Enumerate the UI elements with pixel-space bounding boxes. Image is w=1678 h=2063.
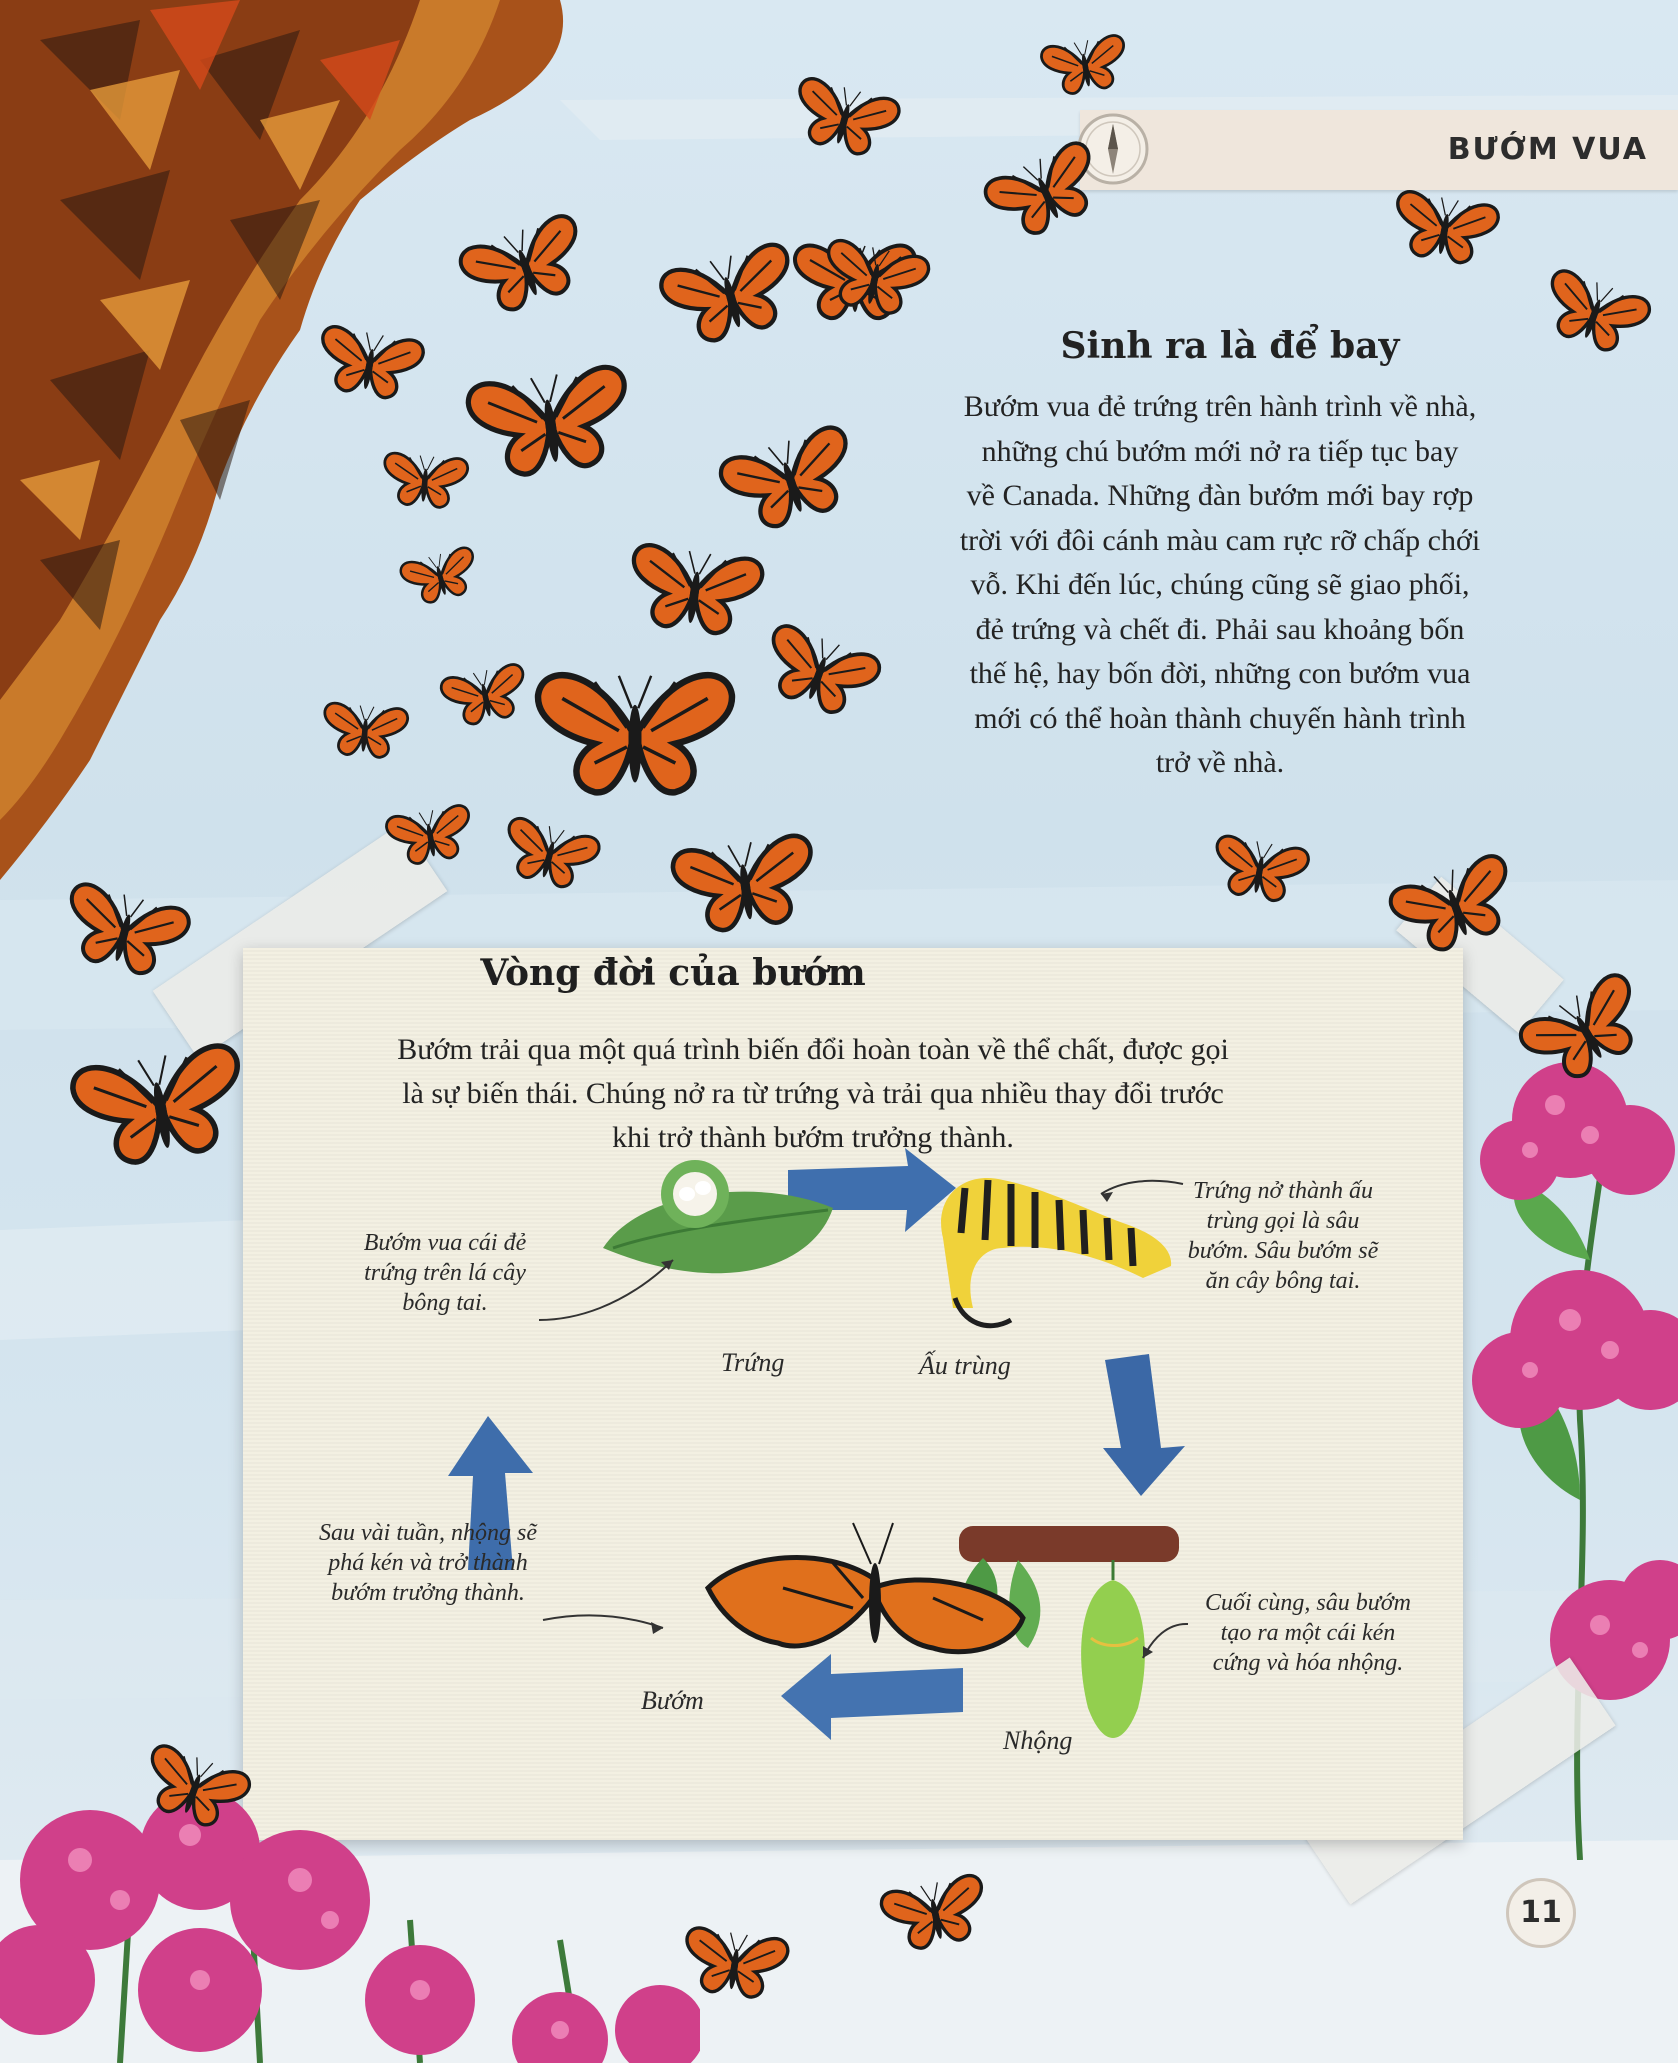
chapter-title: BƯỚM VUA	[1447, 132, 1648, 167]
monarch-butterfly-icon	[663, 815, 828, 950]
body-line: Bướm vua đẻ trứng trên hành trình về nhà,	[963, 390, 1477, 423]
body-line: thế hệ, hay bốn đời, những con bướm vua	[969, 657, 1471, 690]
body-line: về Canada. Những đàn bướm mới bay rợp	[966, 479, 1474, 512]
lifecycle-title: Vòng đời của bướm	[480, 952, 866, 994]
caption-line: Sau vài tuần, nhộng sẽ	[319, 1520, 537, 1546]
caption-line: bông tai.	[402, 1290, 488, 1316]
caption-line: bướm trưởng thành.	[331, 1580, 525, 1606]
caption-line: Trứng nở thành ấu	[1193, 1178, 1373, 1204]
cycle-arrow-icon	[1103, 1354, 1185, 1496]
caption-line: bướm. Sâu bướm sẽ	[1187, 1238, 1379, 1264]
caption-line: cứng và hóa nhộng.	[1212, 1650, 1404, 1676]
caterpillar-icon	[941, 1178, 1171, 1326]
body-line: trở về nhà.	[1155, 746, 1285, 779]
caption-line: Cuối cùng, sâu bướm	[1205, 1590, 1411, 1616]
monarch-butterfly-icon	[675, 1913, 796, 2012]
adult-caption	[293, 1518, 563, 1608]
monarch-butterfly-icon	[530, 650, 740, 812]
body-line: là sự biến thái. Chúng nở ra từ trứng và trải qua nhiều thay đổi trước	[402, 1077, 1224, 1110]
caption-line: trứng trên lá cây	[364, 1260, 526, 1286]
adult-label: Bướm	[641, 1686, 704, 1715]
chapter-header	[1080, 110, 1678, 190]
section-body	[900, 385, 1540, 786]
body-line: đẻ trứng và chết đi. Phải sau khoảng bốn	[975, 612, 1465, 646]
larva-caption	[1163, 1176, 1403, 1296]
body-line: trời với đôi cánh màu cam rực rỡ chấp chới	[959, 523, 1481, 557]
body-line: những chú bướm mới nở ra tiếp tục bay	[981, 434, 1459, 468]
monarch-butterfly-icon	[317, 691, 413, 768]
pupa-caption	[1183, 1588, 1433, 1678]
body-line: khi trở thành bướm trưởng thành.	[612, 1121, 1014, 1154]
body-line: mới có thể hoàn thành chuyến hành trình	[974, 701, 1466, 735]
lifecycle-card	[243, 948, 1463, 1840]
egg-caption	[335, 1228, 555, 1318]
caption-line: phá kén và trở thành	[328, 1550, 528, 1576]
caption-line: trùng gọi là sâu	[1206, 1208, 1360, 1234]
body-line: Bướm trải qua một quá trình biến đổi hoàn toàn về thể chất, được gọi	[397, 1033, 1229, 1066]
pupa-label: Nhộng	[1003, 1726, 1073, 1755]
section-title: Sinh ra là để bay	[1060, 325, 1400, 367]
egg-label: Trứng	[721, 1348, 785, 1377]
caption-line: ăn cây bông tai.	[1205, 1268, 1361, 1294]
body-line: vỗ. Khi đến lúc, chúng cũng sẽ giao phối,	[970, 568, 1470, 601]
monarch-butterfly-icon	[377, 441, 473, 518]
monarch-butterfly-icon	[457, 344, 644, 497]
milkweed-flowers-bottom	[0, 1740, 700, 2063]
caption-line: tạo ra một cái kén	[1220, 1620, 1396, 1646]
lifecycle-diagram	[243, 948, 1463, 1840]
caption-line: Bướm vua cái đẻ	[363, 1230, 527, 1256]
cycle-arrow-icon	[781, 1654, 963, 1740]
page-number: 11	[1506, 1878, 1576, 1948]
monarch-butterfly-icon	[618, 526, 772, 652]
larva-label: Ấu trùng	[919, 1351, 1011, 1380]
